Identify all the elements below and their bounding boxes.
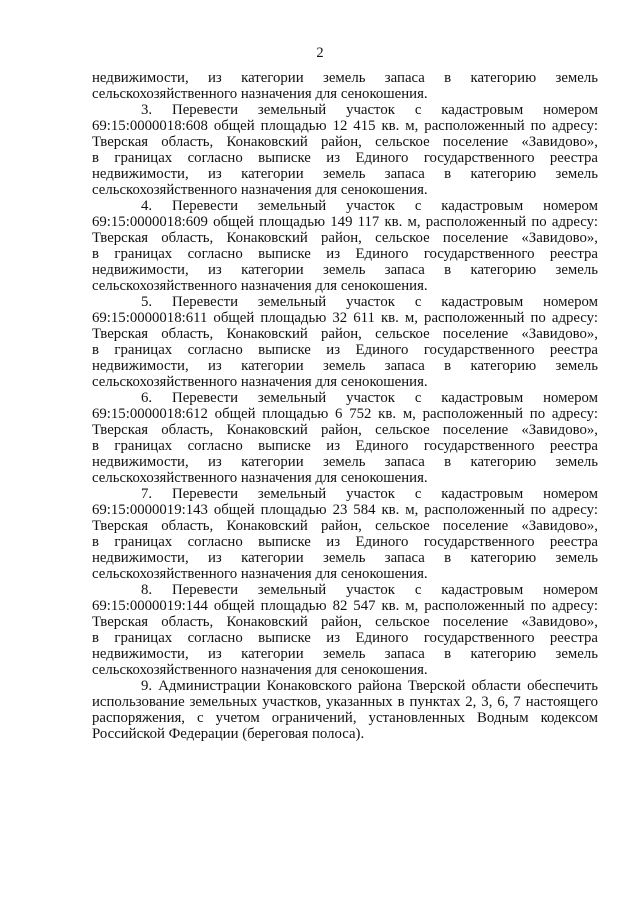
list-item (92, 198, 598, 294)
text-line: недвижимости, из категории земель запаса в категорию земель (92, 166, 598, 182)
text-line: в границах согласно выписке из Единого государственного реестра (92, 630, 598, 646)
text-line: недвижимости, из категории земель запаса в категорию земель (92, 454, 598, 470)
text-line: сельскохозяйственного назначения для сенокошения. (92, 470, 428, 486)
text-line: сельскохозяйственного назначения для сенокошения. (92, 374, 428, 390)
document-body (92, 70, 598, 742)
text-line: сельскохозяйственного назначения для сенокошения. (92, 86, 428, 102)
list-item (92, 102, 598, 198)
text-line: 7. Перевести земельный участок с кадастровым номером (141, 486, 598, 502)
text-line: 8. Перевести земельный участок с кадастровым номером (141, 582, 598, 598)
text-line: 69:15:0000019:143 общей площадью 23 584 кв. м, расположенный по адресу: (92, 502, 598, 518)
text-line: Российской Федерации (береговая полоса). (92, 726, 365, 742)
list-item (92, 486, 598, 582)
text-line: в границах согласно выписке из Единого государственного реестра (92, 150, 598, 166)
text-line: 69:15:0000018:608 общей площадью 12 415 кв. м, расположенный по адресу: (92, 118, 598, 134)
text-line: сельскохозяйственного назначения для сенокошения. (92, 182, 428, 198)
text-line: в границах согласно выписке из Единого государственного реестра (92, 438, 598, 454)
text-line: 69:15:0000018:611 общей площадью 32 611 кв. м, расположенный по адресу: (92, 310, 598, 326)
text-line: Тверская область, Конаковский район, сельское поселение «Завидово», (92, 422, 598, 438)
list-item (92, 390, 598, 486)
text-line: Тверская область, Конаковский район, сельское поселение «Завидово», (92, 230, 598, 246)
list-item (92, 294, 598, 390)
text-line: 69:15:0000018:609 общей площадью 149 117 кв. м, расположенный по адресу: (92, 214, 598, 230)
text-line: сельскохозяйственного назначения для сенокошения. (92, 278, 428, 294)
text-line: сельскохозяйственного назначения для сенокошения. (92, 662, 428, 678)
text-line: недвижимости, из категории земель запаса в категорию земель (92, 358, 598, 374)
text-line: недвижимости, из категории земель запаса в категорию земель (92, 70, 598, 86)
list-item (92, 678, 598, 742)
text-line: Тверская область, Конаковский район, сельское поселение «Завидово», (92, 134, 598, 150)
text-line: в границах согласно выписке из Единого государственного реестра (92, 342, 598, 358)
page-number: 2 (316, 45, 324, 61)
text-line: 69:15:0000018:612 общей площадью 6 752 кв. м, расположенный по адресу: (92, 406, 598, 422)
text-line: 6. Перевести земельный участок с кадастровым номером (141, 390, 598, 406)
text-line: Тверская область, Конаковский район, сельское поселение «Завидово», (92, 326, 598, 342)
text-line: недвижимости, из категории земель запаса в категорию земель (92, 550, 598, 566)
text-line: 5. Перевести земельный участок с кадастровым номером (141, 294, 598, 310)
text-line: 9. Администрации Конаковского района Тверской области обеспечить (141, 678, 598, 694)
text-line: распоряжения, с учетом ограничений, установленных Водным кодексом (92, 710, 598, 726)
list-item (92, 582, 598, 678)
text-line: Тверская область, Конаковский район, сельское поселение «Завидово», (92, 518, 598, 534)
text-line: использование земельных участков, указанных в пунктах 2, 3, 6, 7 настоящего (92, 694, 598, 710)
text-line: сельскохозяйственного назначения для сенокошения. (92, 566, 428, 582)
text-line: недвижимости, из категории земель запаса в категорию земель (92, 646, 598, 662)
text-line: 69:15:0000019:144 общей площадью 82 547 кв. м, расположенный по адресу: (92, 598, 598, 614)
text-line: Тверская область, Конаковский район, сельское поселение «Завидово», (92, 614, 598, 630)
text-line: 3. Перевести земельный участок с кадастровым номером (141, 102, 598, 118)
text-line: в границах согласно выписке из Единого государственного реестра (92, 534, 598, 550)
text-line: 4. Перевести земельный участок с кадастровым номером (141, 198, 598, 214)
intro-paragraph (92, 70, 598, 102)
text-line: недвижимости, из категории земель запаса в категорию земель (92, 262, 598, 278)
text-line: в границах согласно выписке из Единого государственного реестра (92, 246, 598, 262)
